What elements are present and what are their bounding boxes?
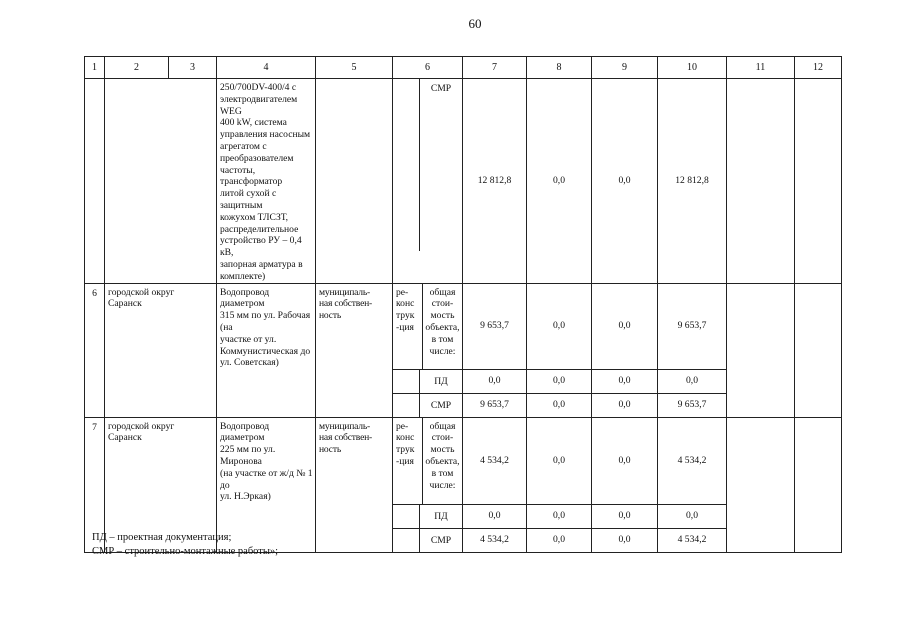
ownership: муниципаль- ная собствен- ность (316, 283, 393, 417)
object-description: Водопровод диаметром 315 мм по ул. Рабочая (на участке от ул. Коммунистическая до ул. Советская) (217, 283, 316, 417)
value-cell: 0,0 (592, 504, 658, 528)
value-cell: 0,0 (527, 528, 592, 552)
table-row (85, 417, 842, 504)
cost-type-label: СМР (430, 399, 452, 411)
value-cell: 0,0 (592, 79, 658, 284)
value-cell: 9 653,7 (463, 393, 527, 417)
value-cell: 4 534,2 (463, 528, 527, 552)
value-cell: 0,0 (527, 417, 592, 504)
header-cell: 2 (105, 57, 169, 79)
table-row-continuation (85, 79, 842, 284)
value-cell: 4 534,2 (658, 417, 727, 504)
work-type: ре- конс трук -ция (393, 418, 423, 504)
work-type: ре- конс трук -ция (393, 284, 423, 369)
header-cell: 9 (592, 57, 658, 79)
value-cell: 0,0 (592, 283, 658, 369)
header-cell: 5 (316, 57, 393, 79)
header-cell: 11 (727, 57, 795, 79)
ownership: муниципаль- ная собствен- ность (316, 417, 393, 552)
value-cell: 0,0 (527, 504, 592, 528)
header-cell: 8 (527, 57, 592, 79)
header-cell: 3 (169, 57, 217, 79)
value-cell: 0,0 (658, 369, 727, 393)
value-cell: 0,0 (592, 528, 658, 552)
header-cell: 12 (795, 57, 842, 79)
header-cell: 6 (393, 57, 463, 79)
municipality: городской округ Саранск (105, 417, 217, 552)
column-number-row (85, 57, 842, 79)
value-cell: 0,0 (658, 504, 727, 528)
municipality: городской округ Саранск (105, 283, 217, 417)
row-index: 7 (85, 417, 105, 552)
investment-table (84, 56, 842, 553)
object-description: 250/700DV-400/4 с электродвигателем WEG 400 kW, система управления насосным агрегатом с преобразователем частоты, трансформатор литой сухой с защитным кожухом ТЛСЗТ, распределительное устройство РУ – 0,4 кВ, запорная арматура в комплекте) (217, 79, 316, 284)
value-cell: 9 653,7 (463, 283, 527, 369)
value-cell: 0,0 (527, 393, 592, 417)
cost-type-label: СМР (430, 534, 452, 546)
value-cell: 4 534,2 (658, 528, 727, 552)
footnotes (92, 531, 278, 559)
value-cell: 0,0 (592, 369, 658, 393)
cost-type-label: СМР (430, 83, 452, 94)
value-cell: 12 812,8 (658, 79, 727, 284)
table-row (85, 283, 842, 369)
header-cell: 4 (217, 57, 316, 79)
header-cell: 10 (658, 57, 727, 79)
value-cell: 0,0 (527, 369, 592, 393)
footnote-smr: СМР – строительно-монтажные работы»; (92, 546, 279, 557)
footnote-pd: ПД – проектная документация; (92, 532, 232, 543)
cost-type-label: ПД (434, 375, 448, 387)
total-cost-label: общая стои- мость объекта, в том числе: (425, 286, 460, 357)
page-number: 60 (468, 16, 482, 31)
value-cell: 0,0 (592, 393, 658, 417)
header-cell: 7 (463, 57, 527, 79)
value-cell: 9 653,7 (658, 283, 727, 369)
value-cell: 0,0 (463, 369, 527, 393)
row-index: 6 (85, 283, 105, 417)
object-description: Водопровод диаметром 225 мм по ул. Миронова (на участке от ж/д № 1 до ул. Н.Эркая) (217, 417, 316, 552)
value-cell: 0,0 (527, 283, 592, 369)
total-cost-label: общая стои- мость объекта, в том числе: (425, 420, 460, 491)
value-cell: 12 812,8 (463, 79, 527, 284)
value-cell: 0,0 (463, 504, 527, 528)
value-cell: 9 653,7 (658, 393, 727, 417)
header-cell: 1 (85, 57, 105, 79)
cost-type-label: ПД (434, 510, 448, 522)
value-cell: 0,0 (527, 79, 592, 284)
value-cell: 4 534,2 (463, 417, 527, 504)
value-cell: 0,0 (592, 417, 658, 504)
